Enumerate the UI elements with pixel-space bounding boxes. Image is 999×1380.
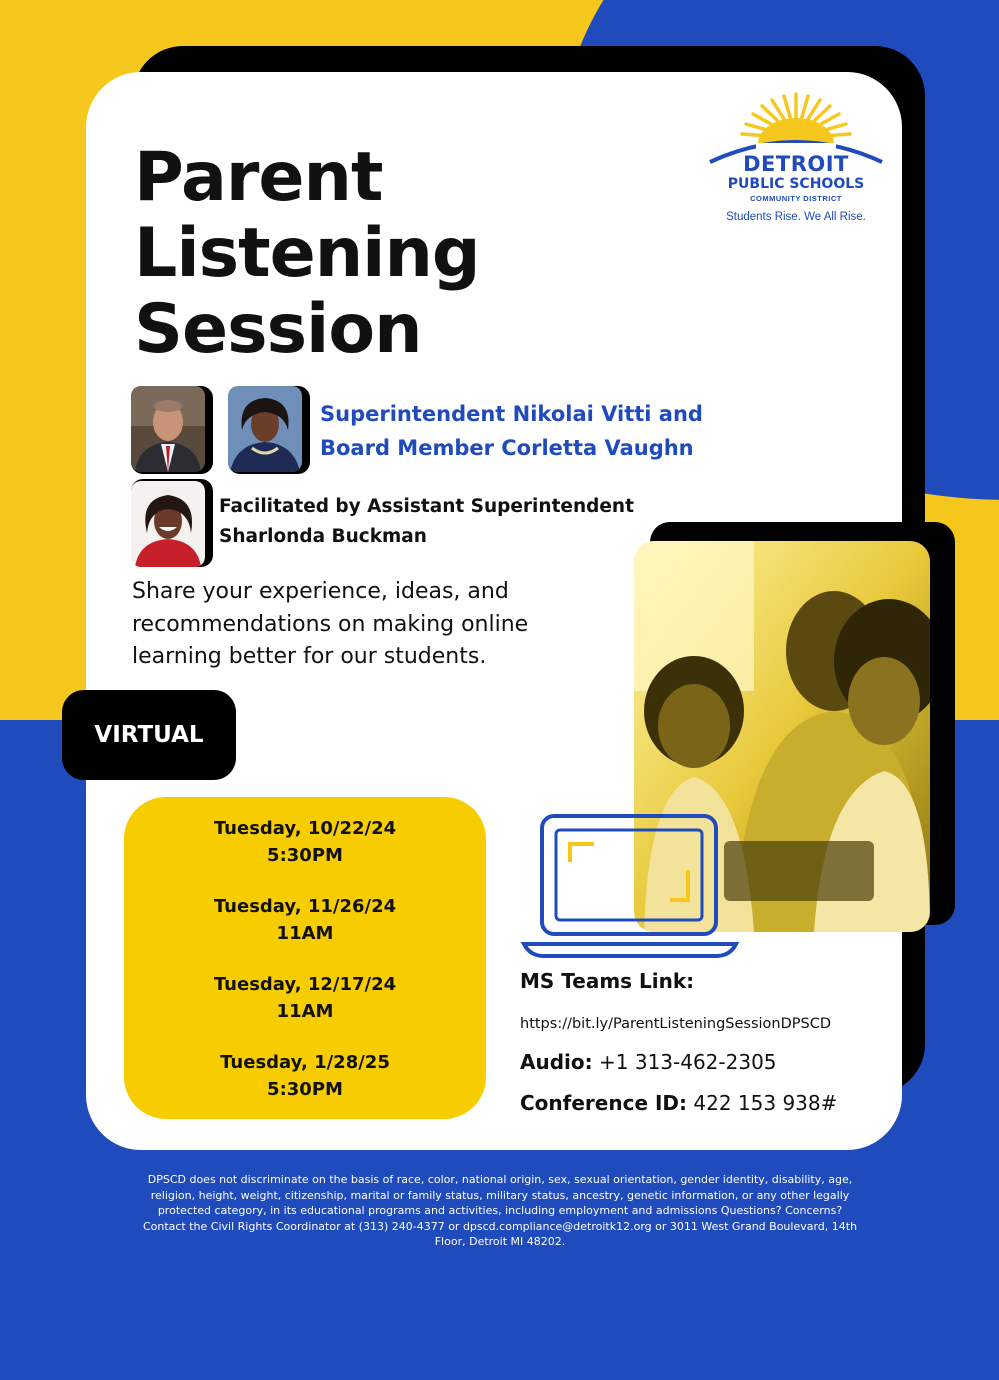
session-1-date: Tuesday, 10/22/24 (213, 818, 397, 839)
audio-info (520, 1050, 777, 1074)
disclaimer-line-1: DPSCD does not discriminate on the basis of race, color, national origin, sex, sexual orientation, gender identity, disability, age, (147, 1173, 853, 1186)
logo-name-line-1: DETROIT (743, 152, 849, 176)
session-3 (124, 971, 486, 1025)
session-dates-box (124, 797, 486, 1119)
description-line-3: learning better for our students. (132, 644, 487, 669)
speakers-heading (320, 397, 760, 465)
facilitator-line-2: Sharlonda Buckman (219, 526, 427, 547)
disclaimer-line-4: Contact the Civil Rights Coordinator at (313) 240-4377 or dpscd.compliance@detroitk12.org or 3011 West Grand Boulevard, 14th (142, 1219, 858, 1233)
disclaimer-line-5: Floor, Detroit MI 48202. (434, 1235, 566, 1248)
session-2-time: 11AM (276, 923, 334, 944)
audio-number: +1 313-462-2305 (599, 1050, 777, 1074)
logo-name-line-3: COMMUNITY DISTRICT (750, 194, 842, 203)
facilitator-text (219, 492, 679, 552)
session-2-date: Tuesday, 11/26/24 (213, 896, 397, 917)
session-3-time: 11AM (276, 1001, 334, 1022)
conference-id: 422 153 938# (693, 1091, 838, 1115)
conference-info (520, 1091, 837, 1115)
speakers-line-2: Board Member Corletta Vaughn (320, 436, 694, 460)
disclaimer-line-3: protected category, in its educational programs and activities, including employment and admissions Questions? Concerns? (157, 1204, 843, 1217)
logo-tagline: Students Rise. We All Rise. (726, 211, 866, 223)
title-line-3: Session (134, 290, 422, 369)
session-1-time: 5:30PM (267, 845, 343, 866)
audio-label: Audio: (520, 1050, 593, 1074)
session-3-date: Tuesday, 12/17/24 (213, 974, 397, 995)
teams-link-label: MS Teams Link: (520, 969, 695, 993)
session-2 (124, 893, 486, 947)
disclaimer-line-2: religion, height, weight, citizenship, marital or family status, military status, ancestry, genetic information, or any other legally (150, 1188, 850, 1202)
page-title (134, 140, 654, 368)
photo-corletta-vaughn (228, 386, 302, 472)
description-line-1: Share your experience, ideas, and (132, 579, 509, 604)
title-line-1: Parent (134, 138, 383, 217)
photo-sharlonda-buckman (131, 481, 205, 567)
conference-label: Conference ID: (520, 1091, 688, 1115)
laptop-icon (520, 812, 740, 962)
teams-link-url[interactable]: https://bit.ly/ParentListeningSessionDPSCD (520, 1016, 832, 1032)
photo-nikolai-vitti (131, 386, 205, 472)
nondiscrimination-disclaimer (90, 1172, 910, 1250)
speakers-line-1: Superintendent Nikolai Vitti and (320, 402, 703, 426)
event-description (132, 576, 612, 674)
session-4 (124, 1049, 486, 1103)
virtual-badge: VIRTUAL (62, 690, 236, 780)
description-line-2: recommendations on making online (132, 611, 529, 637)
title-line-2: Listening (134, 214, 480, 293)
facilitator-line-1: Facilitated by Assistant Superintendent (219, 496, 634, 517)
session-4-date: Tuesday, 1/28/25 (220, 1052, 390, 1073)
session-4-time: 5:30PM (267, 1079, 343, 1100)
session-1 (124, 815, 486, 869)
logo-name-line-2: PUBLIC SCHOOLS (727, 176, 865, 192)
